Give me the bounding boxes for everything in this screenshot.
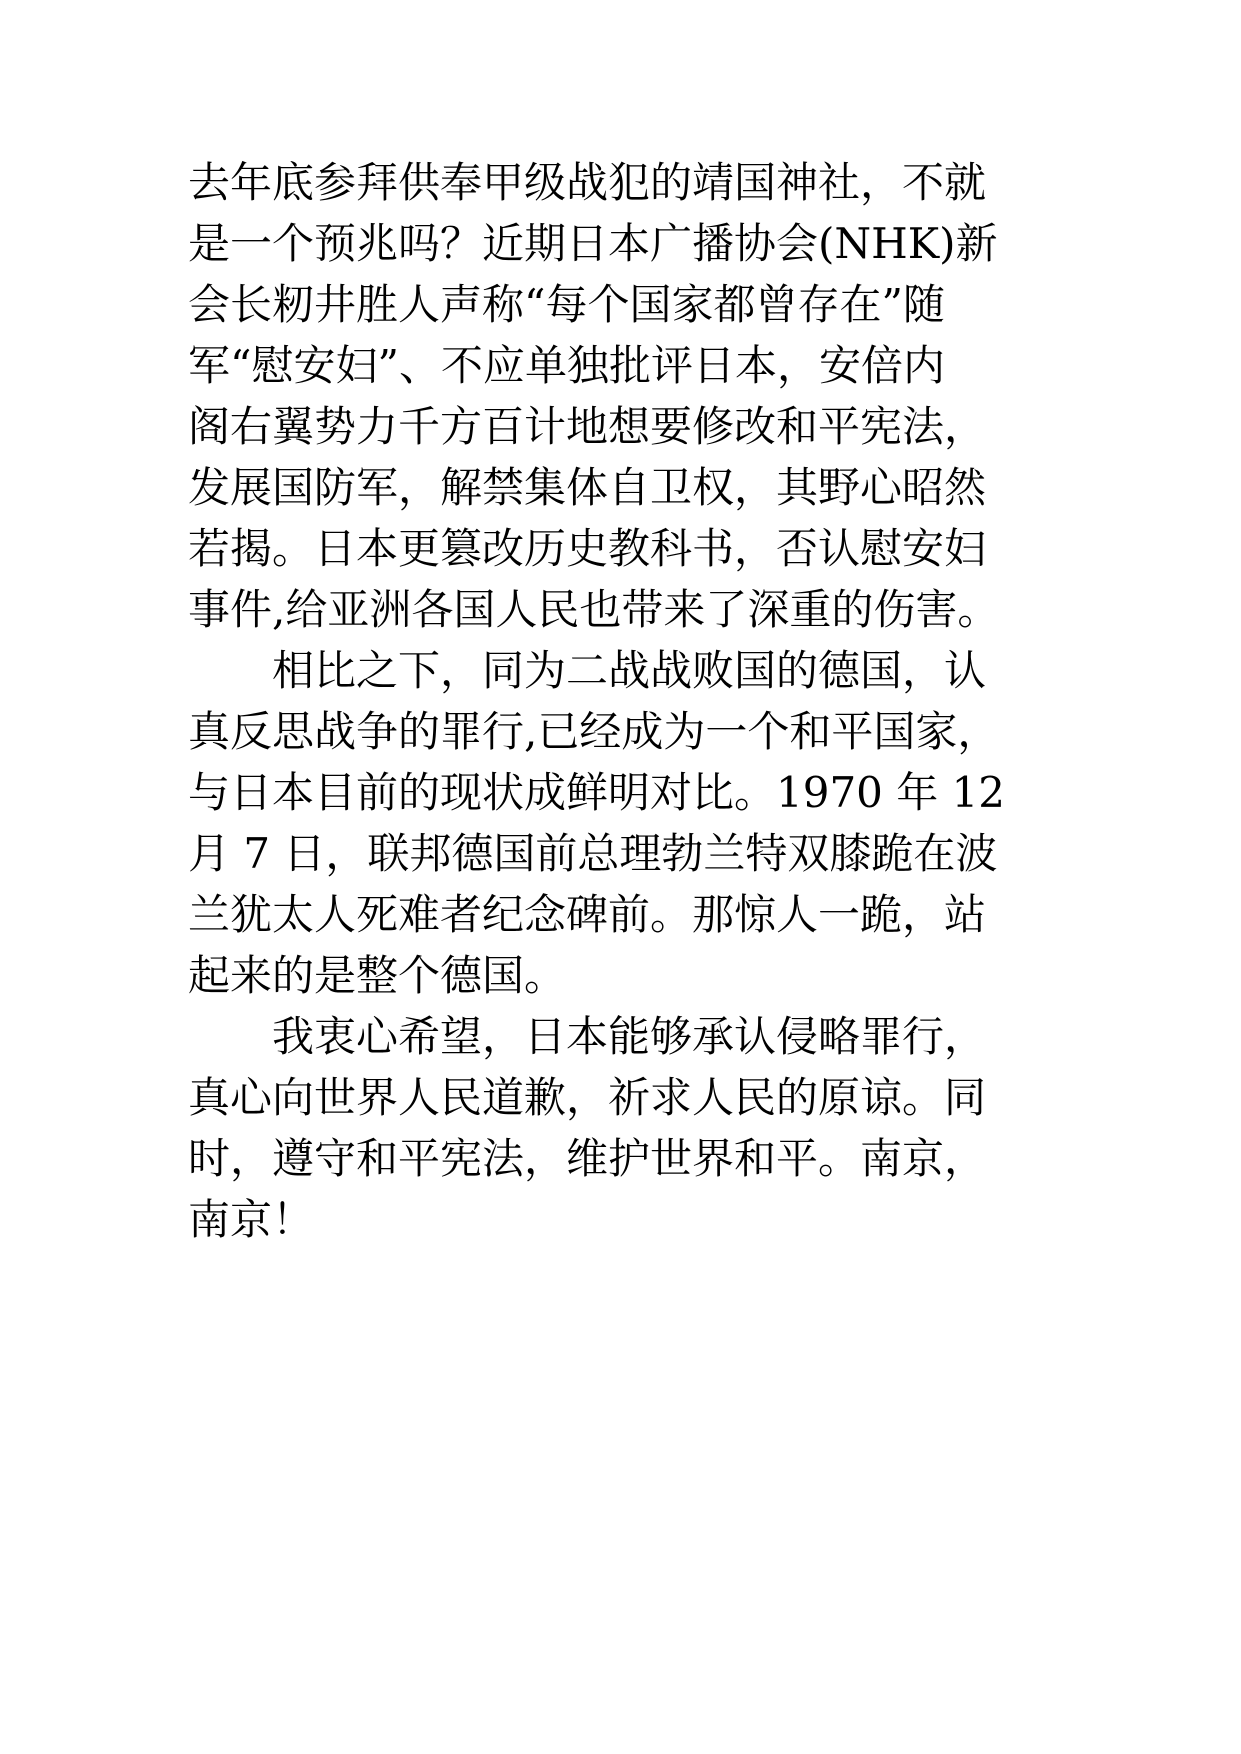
body-text xyxy=(188,152,1068,1250)
text-line: 若揭。日本更篡改历史教科书，否认慰安妇 xyxy=(188,524,987,573)
text-line: 起来的是整个德国。 xyxy=(188,951,567,1000)
text-line: 事件,给亚洲各国人民也带来了深重的伤害。 xyxy=(188,585,1000,634)
text-line: 阁右翼势力千方百计地想要修改和平宪法， xyxy=(188,402,987,451)
text-line: 时，遵守和平宪法，维护世界和平。南京， xyxy=(188,1134,987,1183)
text-line: 月 7 日，联邦德国前总理勃兰特双膝跪在波 xyxy=(188,829,998,878)
paragraph-start-line: 相比之下，同为二战战败国的德国，认 xyxy=(188,646,987,695)
text-line: 发展国防军，解禁集体自卫权，其野心昭然 xyxy=(188,463,987,512)
text-line: 真反思战争的罪行,已经成为一个和平国家， xyxy=(188,707,1000,756)
text-line: 军“慰安妇”、不应单独批评日本，安倍内 xyxy=(188,341,945,390)
text-line: 去年底参拜供奉甲级战犯的靖国神社，不就 xyxy=(188,158,987,207)
text-line: 会长籾井胜人声称“每个国家都曾存在”随 xyxy=(188,280,945,329)
text-line: 与日本目前的现状成鲜明对比。1970 年 12 xyxy=(188,768,1006,817)
text-line: 是一个预兆吗？近期日本广播协会(NHK)新 xyxy=(188,219,998,268)
text-line: 真心向世界人民道歉，祈求人民的原谅。同 xyxy=(188,1073,987,1122)
paragraph-start-line: 我衷心希望，日本能够承认侵略罪行， xyxy=(188,1012,987,1061)
text-line: 南京！ xyxy=(188,1195,315,1244)
text-line: 兰犹太人死难者纪念碑前。那惊人一跪，站 xyxy=(188,890,987,939)
